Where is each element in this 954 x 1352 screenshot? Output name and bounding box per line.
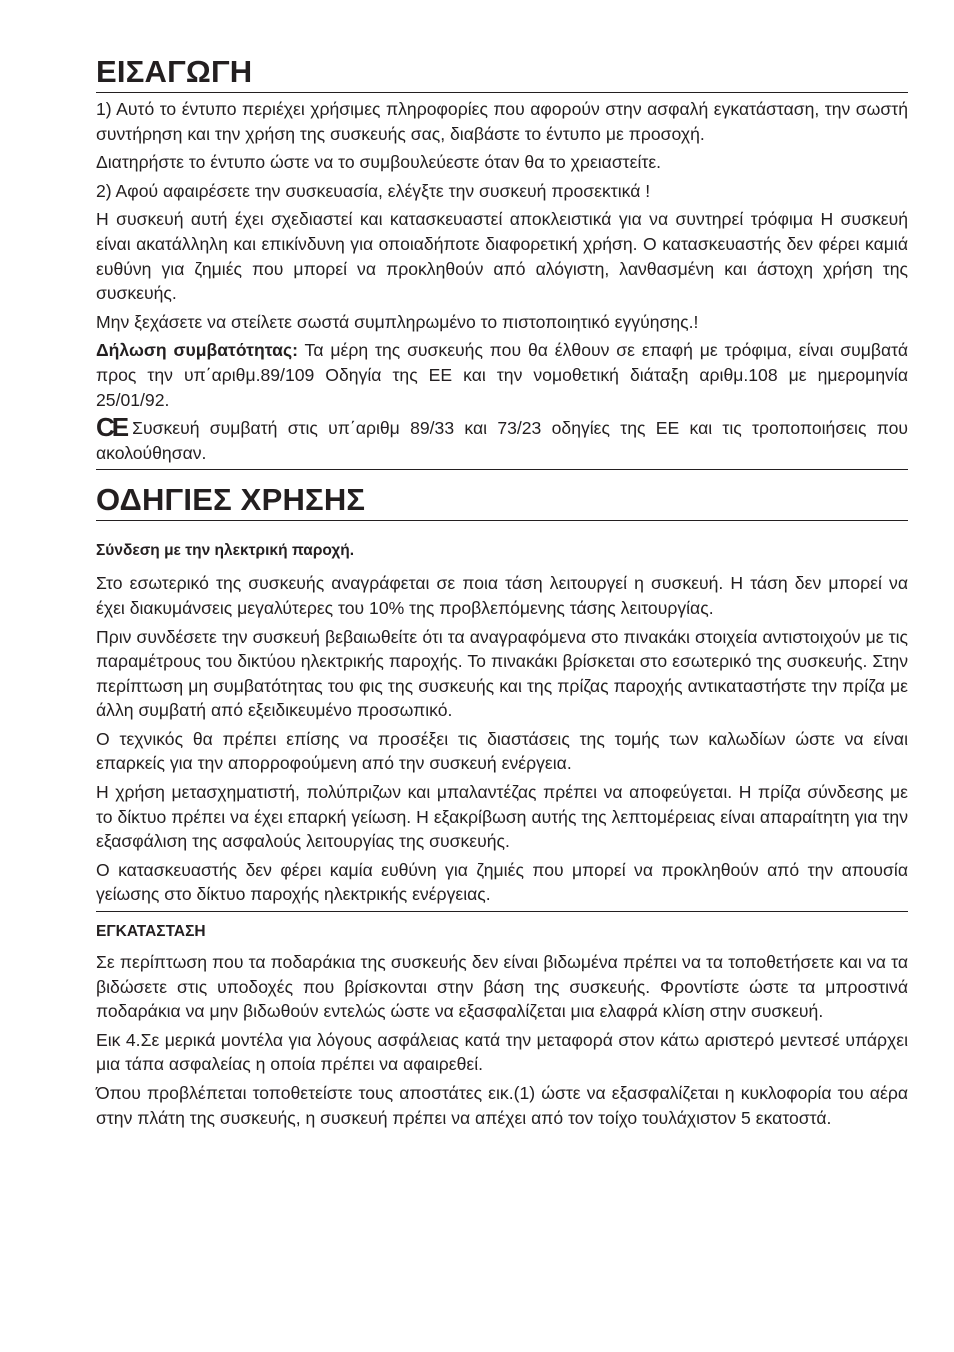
- ce-compliance-text: Συσκευή συμβατή στις υπ΄αριθμ 89/33 και 73/23 οδηγίες της ΕΕ και τις τροποποιήσεις που ακολούθησαν.: [96, 418, 908, 463]
- installation-paragraph-2: Εικ 4.Σε μερικά μοντέλα για λόγους ασφάλειας κατά την μεταφορά στον κάτω αριστερό μεντεσέ υπάρχει μια τάπα ασφαλείας η οποία πρέπει να αφαιρεθεί.: [96, 1029, 908, 1075]
- installation-paragraph-3: Όπου προβλέπεται τοποθετείστε τους αποστάτες εικ.(1) ώστε να εξασφαλίζεται η κυκλοφορία του αέρα στην πλάτη της συσκευής, η συσκευή πρέπει να απέχει από τον τοίχο τουλάχιστον 5 εκατοστά.: [96, 1083, 908, 1128]
- instructions-paragraph-1: Στο εσωτερικό της συσκευής αναγράφεται σε ποια τάση λειτουργεί η συσκευή. Η τάση δεν μπορεί να έχει διακυμάνσεις μεγαλύτερες του 10% της προβλεπόμενης τάσης λειτουργίας.: [96, 573, 908, 618]
- section-title-introduction: ΕΙΣΑΓΩΓΗ: [96, 48, 908, 93]
- subheading-electrical-connection: Σύνδεση με την ηλεκτρική παροχή.: [96, 542, 355, 560]
- intro-paragraph-1: 1) Αυτό το έντυπο περιέχει χρήσιμες πληροφορίες που αφορούν στην ασφαλή εγκατάσταση, την σωστή συντήρηση και την χρήση της συσκευής σας, διαβάστε το έντυπο με προσοχή.: [96, 99, 908, 144]
- subheading-installation: ΕΓΚΑΤΑΣΤΑΣΗ: [96, 923, 206, 941]
- compliance-text: Τα μέρη της συσκευής που θα έλθουν σε επαφή με τρόφιμα, είναι συμβατά προς την υπ΄αριθμ.89/109 Οδηγία της ΕΕ και την νομοθετική διάταξη αριθμ.108 με ημερομηνία 25/01/92.: [96, 340, 909, 410]
- section-title-instructions: ΟΔΗΓΙΕΣ ΧΡΗΣΗΣ: [96, 476, 908, 521]
- section-divider: [96, 469, 908, 470]
- instructions-paragraph-4: Η χρήση μετασχηματιστή, πολύπριζων και μπαλαντέζας πρέπει να αποφεύγεται. Η πρίζα σύνδεσης με το δίκτυο πρέπει να έχει επαρκή γείωση. Η εξακρίβωση αυτής της λεπτομέρειας είναι απαραίτητη για την εξασφάλιση της ασφαλούς λειτουργίας της συσκευής.: [96, 782, 908, 852]
- compliance-label: Δήλωση συμβατότητας:: [96, 340, 298, 361]
- intro-paragraph-4: Η συσκευή αυτή έχει σχεδιαστεί και κατασκευαστεί αποκλειστικά για να συντηρεί τρόφιμα Η συσκευή είναι ακατάλληλη και επικίνδυνη για οποιαδήποτε διαφορετική χρήση. Ο κατασκευαστής δεν φέρει καμιά ευθύνη για ζημιές που μπορεί να προκληθούν από αλόγιστη, λανθασμένη και άστοχη χρήση της συσκευής.: [96, 209, 908, 304]
- instructions-paragraph-2: Πριν συνδέσετε την συσκευή βεβαιωθείτε ότι τα αναγραφόμενα στο πινακάκι στοιχεία αντιστοιχούν με τις παραμέτρους του δικτύου ηλεκτρικής παροχής. Το πινακάκι βρίσκεται στο εσωτερικό της συσκευής. Στην περίπτωση μη συμβατότητας του φις της συσκευής και της πρίζας παροχής αντικαταστήστε την πρίζα με άλλη συμβατή από εξειδικευμένο προσωπικό.: [96, 626, 908, 721]
- compliance-declaration: [96, 338, 908, 412]
- installation-paragraph-1: Σε περίπτωση που τα ποδαράκια της συσκευής δεν είναι βιδωμένα πρέπει να τα τοποθετήσετε και να τα βιδώσετε στις υποδοχές που βρίσκονται στην βάση της συσκευής. Φροντίστε ώστε τα μπροστινά ποδαράκια να μην βιδωθούν εντελώς ώστε να εξασφαλίζεται μια ελαφρά κλίση στην συσκευή.: [96, 952, 908, 1022]
- instructions-paragraph-3: Ο τεχνικός θα πρέπει επίσης να προσέξει τις διαστάσεις της τομής των καλωδίων ώστε να είναι επαρκείς για την απορροφούμενη από την συσκευή ενέργεια.: [96, 728, 908, 774]
- instructions-paragraph-5: Ο κατασκευαστής δεν φέρει καμία ευθύνη για ζημιές που μπορεί να προκληθούν από την απουσία γείωσης στο δίκτυο παροχής ηλεκτρικής ενέργειας.: [96, 859, 908, 905]
- intro-paragraph-3: 2) Αφού αφαιρέσετε την συσκευασία, ελέγξτε την συσκευή προσεκτικά !: [96, 180, 651, 201]
- ce-compliance-paragraph: [96, 412, 908, 465]
- intro-paragraph-2: Διατηρήστε το έντυπο ώστε να το συμβουλεύεστε όταν θα το χρειαστείτε.: [96, 152, 662, 173]
- document-page: [96, 48, 908, 1134]
- intro-paragraph-5: Μην ξεχάσετε να στείλετε σωστά συμπληρωμένο το πιστοποιητικό εγγύησης.!: [96, 311, 699, 332]
- ce-mark-icon: CE: [96, 412, 127, 443]
